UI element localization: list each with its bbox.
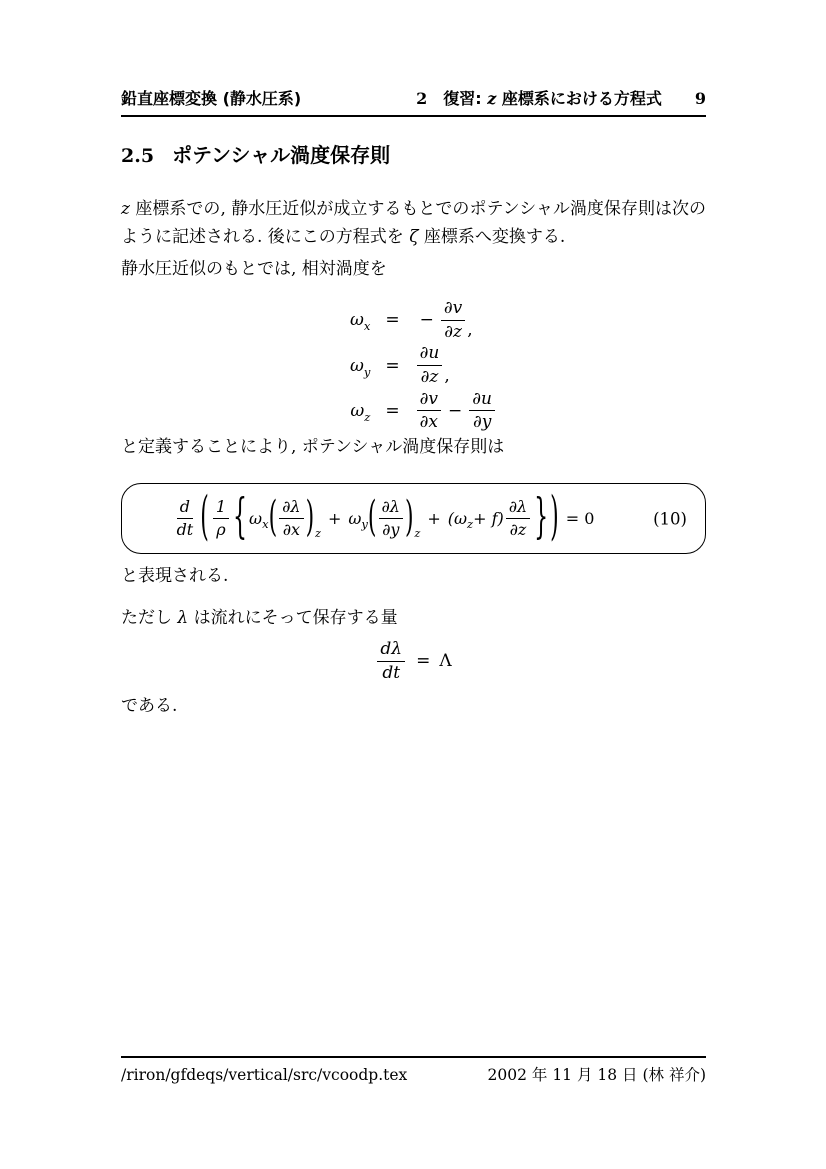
denominator: ∂y <box>382 520 400 539</box>
running-section <box>416 86 662 109</box>
equals-sign: = <box>416 651 431 672</box>
term-omega-y <box>348 493 421 542</box>
fraction <box>506 498 530 538</box>
source-file-path: /riron/gfdeqs/vertical/src/vcoodp.tex <box>121 1066 408 1084</box>
denominator: ∂z <box>509 520 527 539</box>
plus-sign: + <box>427 509 441 528</box>
page-footer <box>121 1063 706 1085</box>
expressed-paragraph: と表現される. <box>121 566 229 586</box>
denominator: ∂y <box>472 412 492 433</box>
plus-sign: + <box>327 509 342 528</box>
close-brace: } <box>534 490 549 545</box>
comma: , <box>467 320 473 341</box>
fraction <box>469 390 495 432</box>
denominator: ∂z <box>420 367 439 388</box>
omega-symbol: ω <box>350 400 365 421</box>
capital-lambda: Λ <box>439 651 452 672</box>
omega-x-rhs <box>415 299 473 341</box>
close-paren: ) <box>550 487 559 548</box>
open-paren: ( <box>268 493 278 542</box>
omega-y-lhs <box>349 355 371 379</box>
subscript-x: x <box>363 319 371 334</box>
close-paren: ) <box>305 493 315 542</box>
intro-text-2: 座標系へ変換する. <box>418 227 566 247</box>
intro-paragraph <box>121 195 706 251</box>
equals-zero: = 0 <box>565 509 595 528</box>
numerator: ∂u <box>417 344 443 366</box>
section-title: ポテンシャル渦度保存則 <box>172 143 391 167</box>
equals-sign: = <box>385 355 400 376</box>
var-lambda: λ <box>177 608 189 628</box>
omega-z-lhs <box>350 400 371 424</box>
lambda-note-pre: ただし <box>121 608 178 628</box>
minus-sign: − <box>419 310 434 331</box>
term-omega-z <box>448 498 532 538</box>
open-paren: ( <box>367 493 377 542</box>
lambda-note-paragraph <box>121 604 706 632</box>
numerator: ∂v <box>441 299 465 321</box>
numerator: ∂λ <box>506 498 530 519</box>
footer-rule <box>121 1056 706 1058</box>
define-paragraph: と定義することにより, ポテンシャル渦度保存則は <box>121 437 505 457</box>
subscript-z: z <box>364 409 371 424</box>
vorticity-lead-paragraph: 静水圧近似のもとでは, 相対渦度を <box>121 259 387 279</box>
running-section-title-pre: 復習: <box>443 89 488 108</box>
running-title: 鉛直座標変換 (静水圧系) <box>121 89 302 108</box>
page-header <box>121 86 706 109</box>
var-zeta: ζ <box>409 227 419 247</box>
denominator: ∂x <box>282 520 301 539</box>
omega-symbol: ω <box>249 509 263 528</box>
denominator: dt <box>176 520 194 539</box>
section-number: 2.5 <box>121 145 155 167</box>
lambda-equation <box>121 640 706 682</box>
numerator: ∂u <box>469 390 495 412</box>
numerator: ∂λ <box>279 498 303 519</box>
plus-f-close-paren: + f) <box>473 509 504 528</box>
ddt-fraction <box>174 498 197 538</box>
omega-y-rhs <box>415 344 450 386</box>
running-section-title-post: 座標系における方程式 <box>496 89 662 108</box>
fraction <box>379 498 403 538</box>
running-section-number: 2 <box>416 89 428 108</box>
fraction <box>417 344 443 386</box>
fraction <box>417 390 441 432</box>
omega-symbol: ω <box>349 310 364 331</box>
inv-rho-fraction <box>213 498 229 538</box>
numerator: dλ <box>377 640 405 662</box>
numerator: ∂v <box>417 390 441 412</box>
header-rule <box>121 115 706 117</box>
subscript-z: z <box>414 527 421 540</box>
subscript-y: y <box>363 364 371 379</box>
term-omega-x <box>249 493 321 542</box>
vorticity-equations <box>121 299 706 432</box>
subscript-x: x <box>262 516 269 531</box>
equals-sign: = <box>385 310 400 331</box>
boxed-equation <box>121 483 706 554</box>
subscript-z: z <box>467 516 474 531</box>
comma: , <box>444 365 450 386</box>
lambda-note-post: は流れにそって保存する量 <box>188 608 398 628</box>
open-paren: ( <box>200 487 209 548</box>
var-z: z <box>121 199 130 219</box>
section-heading <box>121 139 706 168</box>
omega-symbol: ω <box>349 355 364 376</box>
omega-x-lhs <box>349 310 371 334</box>
subscript-y: y <box>361 516 368 531</box>
numerator: d <box>177 498 193 519</box>
equation-number: (10) <box>653 509 687 528</box>
intro-text-1: 座標系での, 静水圧近似が成立するもとでのポテンシャル渦度保存則は次のように記述される. 後にこの方程式を <box>121 199 706 247</box>
omega-z-rhs <box>415 390 497 432</box>
running-section-var-z: z <box>487 89 497 108</box>
pv-equation <box>172 487 600 548</box>
minus-sign: − <box>448 400 463 421</box>
fraction <box>279 498 303 538</box>
denominator: ρ <box>216 520 226 539</box>
omega-symbol: ω <box>348 509 362 528</box>
denominator: ∂z <box>444 321 462 342</box>
numerator: ∂λ <box>379 498 403 519</box>
open-brace: { <box>233 490 248 545</box>
equals-sign: = <box>385 400 400 421</box>
date-author: 2002 年 11 月 18 日 (林 祥介) <box>487 1066 706 1084</box>
subscript-z: z <box>315 527 321 540</box>
page-number: 9 <box>694 89 706 108</box>
fraction <box>441 299 465 341</box>
numerator: 1 <box>213 498 229 519</box>
dlambda-dt-fraction <box>377 640 405 682</box>
open-paren-omega: (ω <box>447 509 468 528</box>
denominator: dt <box>382 662 401 683</box>
denominator: ∂x <box>419 412 438 433</box>
close-paren: ) <box>404 493 414 542</box>
closing-paragraph: である. <box>121 696 178 716</box>
